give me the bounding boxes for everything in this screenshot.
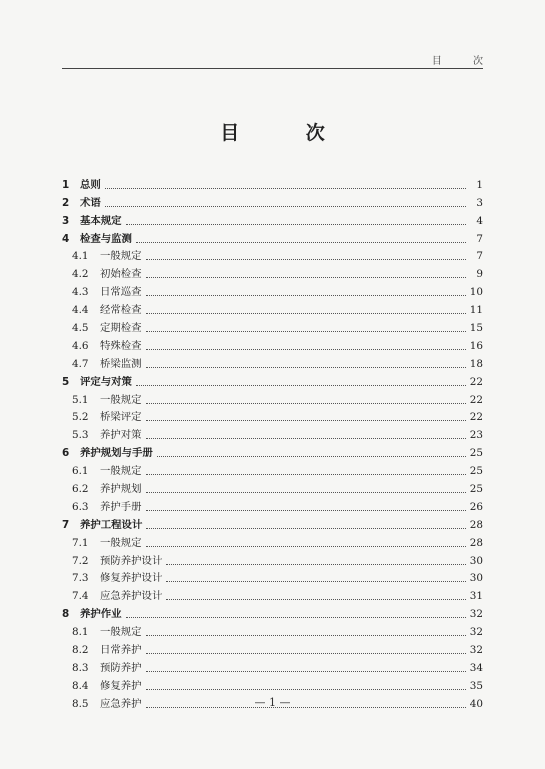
dot-leader bbox=[105, 187, 466, 189]
toc-section-entry[interactable] bbox=[62, 460, 483, 478]
dot-leader bbox=[166, 563, 466, 565]
dot-leader bbox=[146, 545, 466, 547]
dot-leader bbox=[146, 312, 466, 314]
dot-leader bbox=[166, 598, 466, 600]
page-title-text: 目 次 bbox=[220, 122, 355, 144]
toc-entry-title: 养护工程设计 bbox=[80, 518, 143, 531]
toc-entry-number: 8 bbox=[62, 608, 70, 621]
toc-entry-title: 养护手册 bbox=[100, 500, 142, 513]
toc-section-entry[interactable] bbox=[62, 389, 483, 407]
toc-entry-page: 35 bbox=[469, 679, 483, 692]
toc-entry-page: 15 bbox=[469, 322, 483, 335]
toc-entry-title: 预防养护设计 bbox=[100, 554, 163, 567]
toc-section-entry[interactable] bbox=[62, 621, 483, 639]
toc-entry-number: 4.5 bbox=[72, 322, 89, 335]
toc-entry-page: 40 bbox=[469, 697, 483, 710]
toc-entry-title: 养护规划与手册 bbox=[80, 447, 153, 460]
toc-entry-number: 5.3 bbox=[72, 429, 89, 442]
toc-entry-number: 6 bbox=[62, 447, 70, 460]
toc-entry-number: 4.7 bbox=[72, 357, 89, 370]
dot-leader bbox=[146, 258, 466, 260]
dot-leader bbox=[136, 241, 466, 243]
toc-entry-title: 养护对策 bbox=[100, 429, 142, 442]
toc-entry-page: 22 bbox=[469, 411, 483, 424]
toc-entry-number: 8.4 bbox=[72, 679, 89, 692]
toc-section-entry[interactable] bbox=[62, 585, 483, 603]
page-number: — 1 — bbox=[254, 696, 291, 709]
toc-entry-page: 26 bbox=[469, 500, 483, 513]
toc-entry-page: 32 bbox=[469, 608, 483, 621]
dot-leader bbox=[146, 491, 466, 493]
toc-entry-title: 养护作业 bbox=[80, 608, 122, 621]
running-header bbox=[62, 52, 497, 69]
toc-section-entry[interactable] bbox=[62, 424, 483, 442]
toc-entry-number: 8.2 bbox=[72, 644, 89, 657]
dot-leader bbox=[146, 402, 466, 404]
toc-entry-title: 一般规定 bbox=[100, 393, 142, 406]
toc-entry-page: 11 bbox=[469, 304, 483, 317]
toc-entry-number: 8.5 bbox=[72, 697, 89, 710]
toc-entry-number: 1 bbox=[62, 178, 70, 191]
dot-leader bbox=[146, 527, 466, 529]
dot-leader bbox=[146, 366, 466, 368]
toc-section-entry[interactable] bbox=[62, 263, 483, 281]
toc-entry-page: 9 bbox=[476, 268, 483, 281]
dot-leader bbox=[146, 652, 466, 654]
toc-section-entry[interactable] bbox=[62, 335, 483, 353]
toc-entry-number: 7.4 bbox=[72, 590, 89, 603]
toc-entry-page: 25 bbox=[469, 447, 483, 460]
toc-entry-title: 术语 bbox=[80, 196, 101, 209]
dot-leader bbox=[146, 670, 466, 672]
toc-section-entry[interactable] bbox=[62, 639, 483, 657]
toc-entry-title: 养护规划 bbox=[100, 483, 142, 496]
toc-entry-title: 日常养护 bbox=[100, 644, 142, 657]
toc-entry-page: 32 bbox=[469, 626, 483, 639]
dot-leader bbox=[146, 276, 466, 278]
toc-entry-page: 16 bbox=[469, 339, 483, 352]
toc-entry-number: 5.2 bbox=[72, 411, 89, 424]
toc-entry-number: 5 bbox=[62, 375, 70, 388]
dot-leader bbox=[166, 580, 466, 582]
toc-entry-number: 8.3 bbox=[72, 661, 89, 674]
dot-leader bbox=[146, 348, 466, 350]
toc-section-entry[interactable] bbox=[62, 657, 483, 675]
toc-section-entry[interactable] bbox=[62, 246, 483, 264]
toc-chapter-entry[interactable] bbox=[62, 371, 483, 389]
toc-entry-title: 初始检查 bbox=[100, 268, 142, 281]
toc-entry-page: 25 bbox=[469, 483, 483, 496]
dot-leader bbox=[146, 419, 466, 421]
toc-entry-title: 修复养护 bbox=[100, 679, 142, 692]
toc-chapter-entry[interactable] bbox=[62, 174, 483, 192]
toc-section-entry[interactable] bbox=[62, 478, 483, 496]
toc-section-entry[interactable] bbox=[62, 407, 483, 425]
toc-entry-number: 4.6 bbox=[72, 339, 89, 352]
toc-chapter-entry[interactable] bbox=[62, 192, 483, 210]
toc-section-entry[interactable] bbox=[62, 299, 483, 317]
toc-entry-number: 7 bbox=[62, 518, 70, 531]
toc-entry-page: 7 bbox=[476, 250, 483, 263]
toc-entry-number: 3 bbox=[62, 214, 70, 227]
toc-entry-title: 经常检查 bbox=[100, 304, 142, 317]
toc-entry-page: 31 bbox=[469, 590, 483, 603]
dot-leader bbox=[105, 205, 466, 207]
toc-entry-number: 6.1 bbox=[72, 465, 89, 478]
toc-entry-number: 7.1 bbox=[72, 536, 89, 549]
toc-section-entry[interactable] bbox=[62, 353, 483, 371]
toc-entry-title: 一般规定 bbox=[100, 536, 142, 549]
dot-leader bbox=[146, 473, 466, 475]
toc-entry-title: 特殊检查 bbox=[100, 339, 142, 352]
toc-chapter-entry[interactable] bbox=[62, 514, 483, 532]
toc-entry-title: 桥梁评定 bbox=[100, 411, 142, 424]
toc-entry-page: 22 bbox=[469, 393, 483, 406]
toc-section-entry[interactable] bbox=[62, 675, 483, 693]
toc-entry-page: 3 bbox=[476, 196, 483, 209]
toc-entry-title: 一般规定 bbox=[100, 250, 142, 263]
toc-entry-page: 1 bbox=[476, 178, 483, 191]
toc-entry-title: 一般规定 bbox=[100, 465, 142, 478]
toc-section-entry[interactable] bbox=[62, 281, 483, 299]
toc-section-entry[interactable] bbox=[62, 550, 483, 568]
toc-entry-page: 22 bbox=[469, 375, 483, 388]
dot-leader bbox=[146, 294, 466, 296]
page-title bbox=[0, 118, 545, 145]
toc-entry-number: 4.1 bbox=[72, 250, 89, 263]
toc-entry-title: 定期检查 bbox=[100, 322, 142, 335]
toc-entry-number: 4 bbox=[62, 232, 70, 245]
table-of-contents bbox=[62, 174, 483, 711]
toc-chapter-entry[interactable] bbox=[62, 603, 483, 621]
toc-entry-number: 4.4 bbox=[72, 304, 89, 317]
toc-section-entry[interactable] bbox=[62, 317, 483, 335]
toc-chapter-entry[interactable] bbox=[62, 228, 483, 246]
toc-entry-number: 7.2 bbox=[72, 554, 89, 567]
dot-leader bbox=[157, 455, 466, 457]
toc-section-entry[interactable] bbox=[62, 532, 483, 550]
toc-entry-number: 8.1 bbox=[72, 626, 89, 639]
running-header-text: 目 次 bbox=[431, 56, 497, 67]
toc-entry-title: 日常巡查 bbox=[100, 286, 142, 299]
toc-entry-page: 30 bbox=[469, 554, 483, 567]
dot-leader bbox=[126, 223, 466, 225]
toc-entry-title: 一般规定 bbox=[100, 626, 142, 639]
dot-leader bbox=[146, 634, 466, 636]
toc-entry-title: 评定与对策 bbox=[80, 375, 132, 388]
toc-entry-page: 4 bbox=[476, 214, 483, 227]
toc-entry-title: 检查与监测 bbox=[80, 232, 132, 245]
dot-leader bbox=[146, 509, 466, 511]
toc-entry-title: 桥梁监测 bbox=[100, 357, 142, 370]
toc-section-entry[interactable] bbox=[62, 496, 483, 514]
dot-leader bbox=[136, 384, 466, 386]
toc-entry-number: 6.3 bbox=[72, 500, 89, 513]
toc-chapter-entry[interactable] bbox=[62, 442, 483, 460]
toc-entry-page: 32 bbox=[469, 644, 483, 657]
toc-entry-page: 25 bbox=[469, 465, 483, 478]
toc-entry-number: 2 bbox=[62, 196, 70, 209]
dot-leader bbox=[146, 437, 466, 439]
toc-entry-page: 34 bbox=[469, 661, 483, 674]
toc-entry-title: 基本规定 bbox=[80, 214, 122, 227]
toc-entry-page: 28 bbox=[469, 518, 483, 531]
toc-entry-title: 应急养护设计 bbox=[100, 590, 163, 603]
toc-entry-page: 18 bbox=[469, 357, 483, 370]
toc-entry-number: 7.3 bbox=[72, 572, 89, 585]
toc-entry-number: 4.2 bbox=[72, 268, 89, 281]
toc-entry-number: 6.2 bbox=[72, 483, 89, 496]
toc-entry-title: 应急养护 bbox=[100, 697, 142, 710]
toc-section-entry[interactable] bbox=[62, 568, 483, 586]
toc-entry-page: 7 bbox=[476, 232, 483, 245]
toc-entry-page: 23 bbox=[469, 429, 483, 442]
dot-leader bbox=[146, 330, 466, 332]
toc-chapter-entry[interactable] bbox=[62, 210, 483, 228]
toc-entry-number: 5.1 bbox=[72, 393, 89, 406]
toc-entry-page: 10 bbox=[469, 286, 483, 299]
toc-entry-title: 预防养护 bbox=[100, 661, 142, 674]
dot-leader bbox=[146, 688, 466, 690]
dot-leader bbox=[126, 616, 466, 618]
toc-entry-title: 修复养护设计 bbox=[100, 572, 163, 585]
toc-entry-number: 4.3 bbox=[72, 286, 89, 299]
toc-entry-page: 28 bbox=[469, 536, 483, 549]
toc-entry-title: 总则 bbox=[80, 178, 101, 191]
toc-entry-page: 30 bbox=[469, 572, 483, 585]
